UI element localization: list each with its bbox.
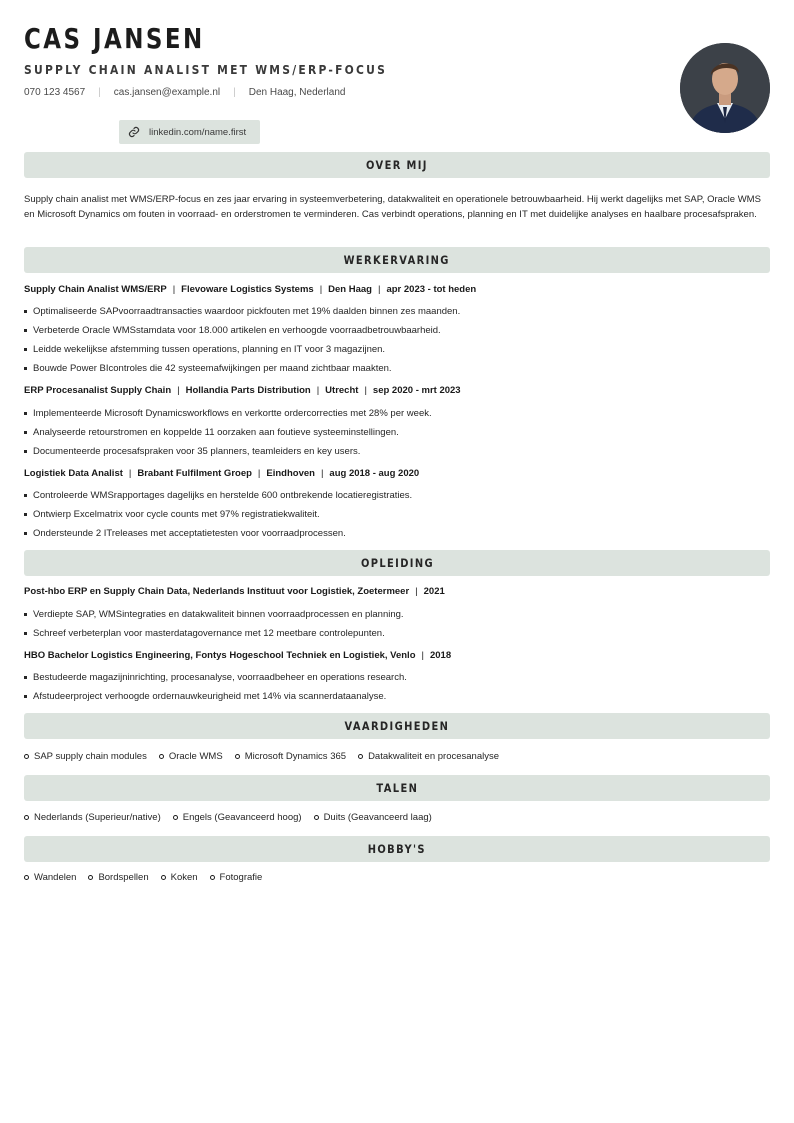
job-bullet-list [24, 489, 412, 546]
section-header-hobbies [24, 836, 770, 862]
language-item: Engels (Geavanceerd hoog) [173, 812, 302, 823]
job-bullet-list [24, 305, 460, 381]
bullet-circle-icon [210, 875, 215, 880]
education-degree: Post-hbo ERP en Supply Chain Data, Nederlands Instituut voor Logistiek, Zoetermeer [24, 586, 410, 597]
section-header-languages [24, 775, 770, 801]
hobby-item: Bordspellen [88, 872, 148, 883]
job-city: Eindhoven [266, 468, 315, 479]
phone-number: 070 123 4567 [24, 87, 86, 98]
hobbies-list [24, 872, 274, 883]
list-item: Verdiepte SAP, WMSintegraties en datakwaliteit binnen voorraadprocessen en planning. [24, 608, 404, 627]
list-item: Verbeterde Oracle WMSstamdata voor 18.000 artikelen en verhoogde voorraadbetrouwbaarheid. [24, 324, 460, 343]
list-item: Implementeerde Microsoft Dynamicsworkflows en verkortte ordercorrecties met 28% per week. [24, 407, 432, 426]
list-item: Documenteerde procesafspraken voor 35 planners, teamleiders en key users. [24, 445, 432, 464]
job-bullet-list [24, 407, 432, 464]
bullet-circle-icon [88, 875, 93, 880]
section-title: VAARDIGHEDEN [344, 719, 450, 733]
list-item: Ontwierp Excelmatrix voor cycle counts met 97% registratiekwaliteit. [24, 508, 412, 527]
bullet-circle-icon [24, 754, 29, 759]
section-title: HOBBY'S [367, 842, 427, 856]
skill-item: Microsoft Dynamics 365 [235, 751, 346, 762]
job-city: Utrecht [325, 385, 359, 396]
education-year: 2021 [423, 586, 445, 597]
skills-list [24, 751, 511, 762]
bullet-circle-icon [24, 815, 29, 820]
email-address[interactable]: cas.jansen@example.nl [113, 87, 221, 98]
job-role: ERP Procesanalist Supply Chain [24, 385, 172, 396]
job-company: Flevoware Logistics Systems [181, 284, 314, 295]
location: Den Haag, Nederland [248, 87, 346, 98]
job-period: apr 2023 - tot heden [386, 284, 477, 295]
job-role: Logistiek Data Analist [24, 468, 123, 479]
language-item: Nederlands (Superieur/native) [24, 812, 161, 823]
bullet-circle-icon [173, 815, 178, 820]
list-item: Leidde wekelijkse afstemming tussen operations, planning en IT voor 3 magazijnen. [24, 343, 460, 362]
profile-summary: Supply chain analist met WMS/ERP-focus en zes jaar ervaring in systeemverbetering, datakwaliteit en operationele betrouwbaarheid. Hij werkt dagelijks met SAP, Oracle WMS en Microsoft Dynamics om fouten in voorraad- en orderstromen te verminderen. Cas verbindt operations, planning en IT met duidelijke analyses en haalbare procesafspraken. [24, 194, 761, 220]
linkedin-link[interactable] [119, 120, 260, 144]
section-title: OVER MIJ [366, 158, 428, 172]
bullet-circle-icon [235, 754, 240, 759]
education-heading: HBO Bachelor Logistics Engineering, Fontys Hogeschool Techniek en Logistiek, Venlo | 2018 [24, 650, 452, 661]
job-heading: ERP Procesanalist Supply Chain | Hollandia Parts Distribution | Utrecht | sep 2020 - mrt 2023 [24, 385, 461, 396]
list-item: Ondersteunde 2 ITreleases met acceptatietesten voor voorraadprocessen. [24, 527, 412, 546]
list-item: Schreef verbeterplan voor masterdatagovernance met 12 meetbare controlepunten. [24, 627, 404, 646]
skill-item: Oracle WMS [159, 751, 223, 762]
job-city: Den Haag [328, 284, 372, 295]
job-company: Hollandia Parts Distribution [185, 385, 311, 396]
list-item: Afstudeerproject verhoogde ordernauwkeurigheid met 14% via scannerdataanalyse. [24, 690, 407, 709]
section-title: OPLEIDING [360, 556, 434, 570]
section-header-about [24, 152, 770, 178]
job-heading: Supply Chain Analist WMS/ERP | Flevoware Logistics Systems | Den Haag | apr 2023 - tot heden [24, 284, 477, 295]
education-year: 2018 [429, 650, 452, 661]
link-icon [128, 126, 140, 138]
section-header-skills [24, 713, 770, 739]
list-item: Optimaliseerde SAPvoorraadtransacties waardoor pickfouten met 19% daalden binnen zes maanden. [24, 305, 460, 324]
section-header-experience [24, 247, 770, 273]
divider: | [233, 87, 236, 98]
section-header-education [24, 550, 770, 576]
education-degree: HBO Bachelor Logistics Engineering, Fontys Hogeschool Techniek en Logistiek, Venlo [24, 650, 416, 661]
education-bullet-list [24, 671, 407, 709]
linkedin-url: linkedin.com/name.first [149, 126, 247, 138]
bullet-circle-icon [358, 754, 363, 759]
job-period: aug 2018 - aug 2020 [329, 468, 420, 479]
job-company: Brabant Fulfilment Groep [137, 468, 252, 479]
hobby-item: Wandelen [24, 872, 76, 883]
divider: | [98, 87, 101, 98]
language-item: Duits (Geavanceerd laag) [314, 812, 432, 823]
education-heading: Post-hbo ERP en Supply Chain Data, Nederlands Instituut voor Logistiek, Zoetermeer | 2021 [24, 586, 445, 597]
job-period: sep 2020 - mrt 2023 [372, 385, 461, 396]
bullet-circle-icon [24, 875, 29, 880]
bullet-circle-icon [314, 815, 319, 820]
bullet-circle-icon [161, 875, 166, 880]
section-title: TALEN [376, 781, 418, 795]
education-bullet-list [24, 608, 404, 646]
list-item: Bestudeerde magazijninrichting, procesanalyse, voorraadbeheer en operations research. [24, 671, 407, 690]
list-item: Analyseerde retourstromen en koppelde 11 oorzaken aan foutieve systeeminstellingen. [24, 426, 432, 445]
skill-item: Datakwaliteit en procesanalyse [358, 751, 499, 762]
bullet-circle-icon [159, 754, 164, 759]
candidate-headline: SUPPLY CHAIN ANALIST MET WMS/ERP-FOCUS [24, 62, 388, 77]
profile-photo [680, 43, 770, 133]
job-role: Supply Chain Analist WMS/ERP [24, 284, 167, 295]
skill-item: SAP supply chain modules [24, 751, 147, 762]
section-title: WERKERVARING [343, 253, 451, 267]
hobby-item: Fotografie [210, 872, 263, 883]
languages-list [24, 812, 444, 823]
candidate-name: CAS JANSEN [24, 22, 205, 55]
hobby-item: Koken [161, 872, 198, 883]
contact-info [24, 87, 345, 98]
list-item: Bouwde Power BIcontroles die 42 systeemafwijkingen per maand zichtbaar maakten. [24, 362, 460, 381]
list-item: Controleerde WMSrapportages dagelijks en herstelde 600 ontbrekende locatieregistraties. [24, 489, 412, 508]
job-heading: Logistiek Data Analist | Brabant Fulfilment Groep | Eindhoven | aug 2018 - aug 2020 [24, 468, 420, 479]
